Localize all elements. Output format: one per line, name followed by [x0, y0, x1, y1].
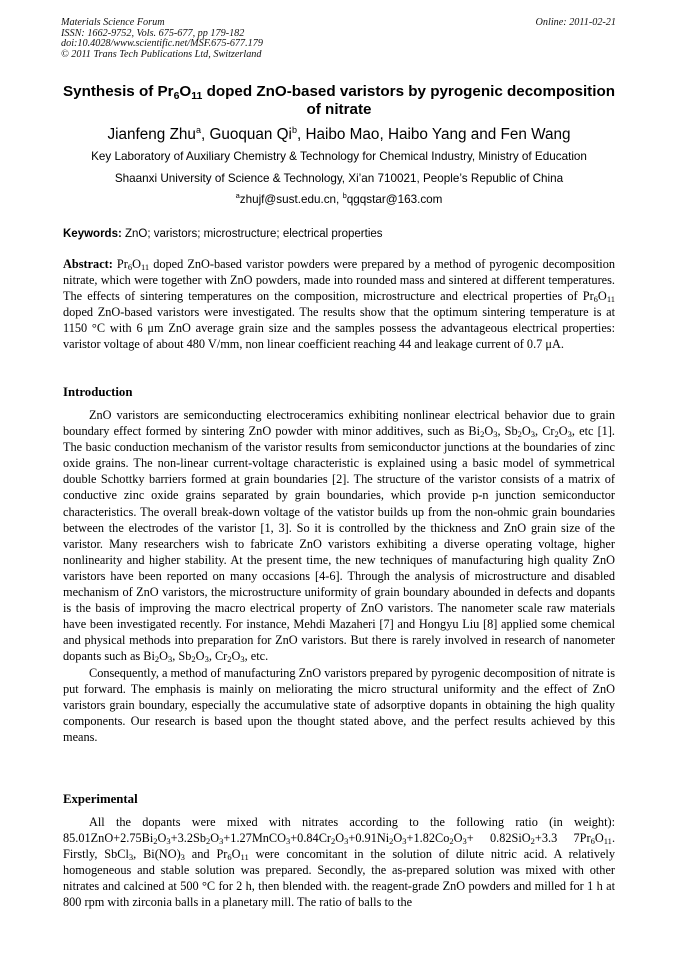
experimental-body [63, 814, 615, 911]
abstract-label: Abstract: [63, 257, 113, 271]
online-date: Online: 2011-02-21 [535, 17, 616, 28]
experimental-paragraph-1: All the dopants were mixed with nitrates according to the following ratio (in weight): $85.01ZnO+2.75Bi_2O_3+3.2Sb_2O_3+1.27MnCO_3+0.84Cr_2O_3+0.91Ni_2O_3+1.82Co_2O_3+ 0.82SiO_2+3.3$ $7Pr_6O_{11}$. Firstly, SbCl$_3$, $Bi(NO)_3$ and $Pr_6O_{11}$ were concomitant in the solution of dilute nitric acid. A relatively homogeneous and stable solution was prepared. Secondly, the as-prepared solution was mixed with other nitrates and calcined at 500 °C for 2 h, then blended with. the reagent-grade ZnO powders and milled for 1 h at 800 rpm with zirconia balls in a planetary mill. The ratio of balls to the [63, 815, 616, 910]
journal-copyright: © 2011 Trans Tech Publications Ltd, Switzerland [61, 48, 262, 60]
section-heading-introduction: Introduction [63, 385, 133, 399]
journal-header [61, 18, 263, 60]
introduction-paragraph-1: ZnO varistors are semiconducting electroceramics exhibiting nonlinear electrical behavior due to grain boundary effect formed by sintering ZnO powder with minor additives, such as $Bi_2O_3$, $Sb_2O_3$, $Cr_2O_3$, etc [1]. The basic conduction mechanism of the varistor results from semiconductor junctions at the boundaries of zinc oxide grains. The non-linear current-voltage characteristic is explained using a basic model of symmetrical double Schottky barriers formed at grain boundaries [2]. The structure of the varistor consists of a matrix of conductive zinc oxide grains separated by grain boundaries, which provide p-n junction semiconductor characteristics. The overall break-down voltage of the vatistor builds up from the non-ohmic grain boundaries between the electrodes of the varistor [1, 3]. So it is controlled by the thickness and ZnO grain size of the varistor. Many researchers wish to fabricate ZnO varistors exhibiting a diverse operating voltage, higher nonlinearity and higher stability. At the present time, the new techniques of manufacturing high quality ZnO varistors have been reported on many occasions [4-6]. Through the analysis of microstructure and disabled mechanism of ZnO varistors, the microstructure uniformity of grain boundary abounded in defects and dopants is the basis of improving the macro electrical property of ZnO varistors. The nanometer scale raw materials have been investigated recently. For instance, Mehdi Mazaheri [7] and Hongyu Liu [8] applied some chemical and physical methods into preparation for ZnO varistors. But there is rarely involved in research of nanometer dopants such as $Bi_2O_3$, $Sb_2O_3$, $Cr_2O_3$, etc. [63, 408, 615, 665]
journal-name: Materials Science Forum [61, 17, 165, 28]
author-list: Jianfeng Zhu$^a$, Guoquan Qi$^b$, Haibo Mao, Haibo Yang and Fen Wang [107, 125, 571, 143]
journal-doi[interactable]: doi:10.4028/www.scientific.net/MSF.675-677.179 [61, 38, 263, 49]
author-emails[interactable]: $^a$zhujf@sust.edu.cn, $^b$qgqstar@163.com [235, 191, 443, 206]
introduction-body [63, 407, 615, 745]
journal-issn: ISSN: 1662-9752, Vols. 675-677, pp 179-182 [61, 27, 245, 39]
keywords-label: Keywords: [63, 228, 122, 240]
keywords: Keywords: ZnO; varistors; microstructure; electrical properties [63, 228, 383, 240]
affiliation-line-1: Key Laboratory of Auxiliary Chemistry & Technology for Chemical Industry, Ministry of Education [91, 150, 587, 163]
abstract: Abstract: $Pr_6O_{11}$ doped ZnO-based varistor powders were prepared by a method of pyrogenic decomposition nitrate, which were together with ZnO powders, made into rounded mass and sintered at different temperatures. The effects of sintering temperatures on the composition, microstructure and electrical properties of $Pr_6O_{11}$ doped ZnO-based varistors were investigated. The results show that the optimum sintering temperature is at 1150 °C with 6 μm ZnO average grain size and the samples possess the advantageous electrical properties: varistor voltage of about 480 V/mm, non linear coefficient reaching 44 and leakage current of 0.7 μA. [63, 257, 615, 352]
paper-title: Synthesis of $Pr_6O_{11}$ doped ZnO-based varistors by pyrogenic decomposition of nitrate [63, 83, 616, 119]
section-heading-experimental: Experimental [63, 792, 138, 806]
affiliation-line-2: Shaanxi University of Science & Technology, Xi’an 710021, People’s Republic of China [114, 172, 564, 185]
introduction-paragraph-2: Consequently, a method of manufacturing ZnO varistors prepared by pyrogenic decomposition of nitrate is put forward. The emphasis is mainly on meliorating the micro structural uniformity and the effect of ZnO varistors grain boundary, especially the accumulative state of adsorptive dopants in obtaining the high quality components. Our research is based upon the thought stated above, and the perfect results achieved by this means. [63, 665, 615, 744]
